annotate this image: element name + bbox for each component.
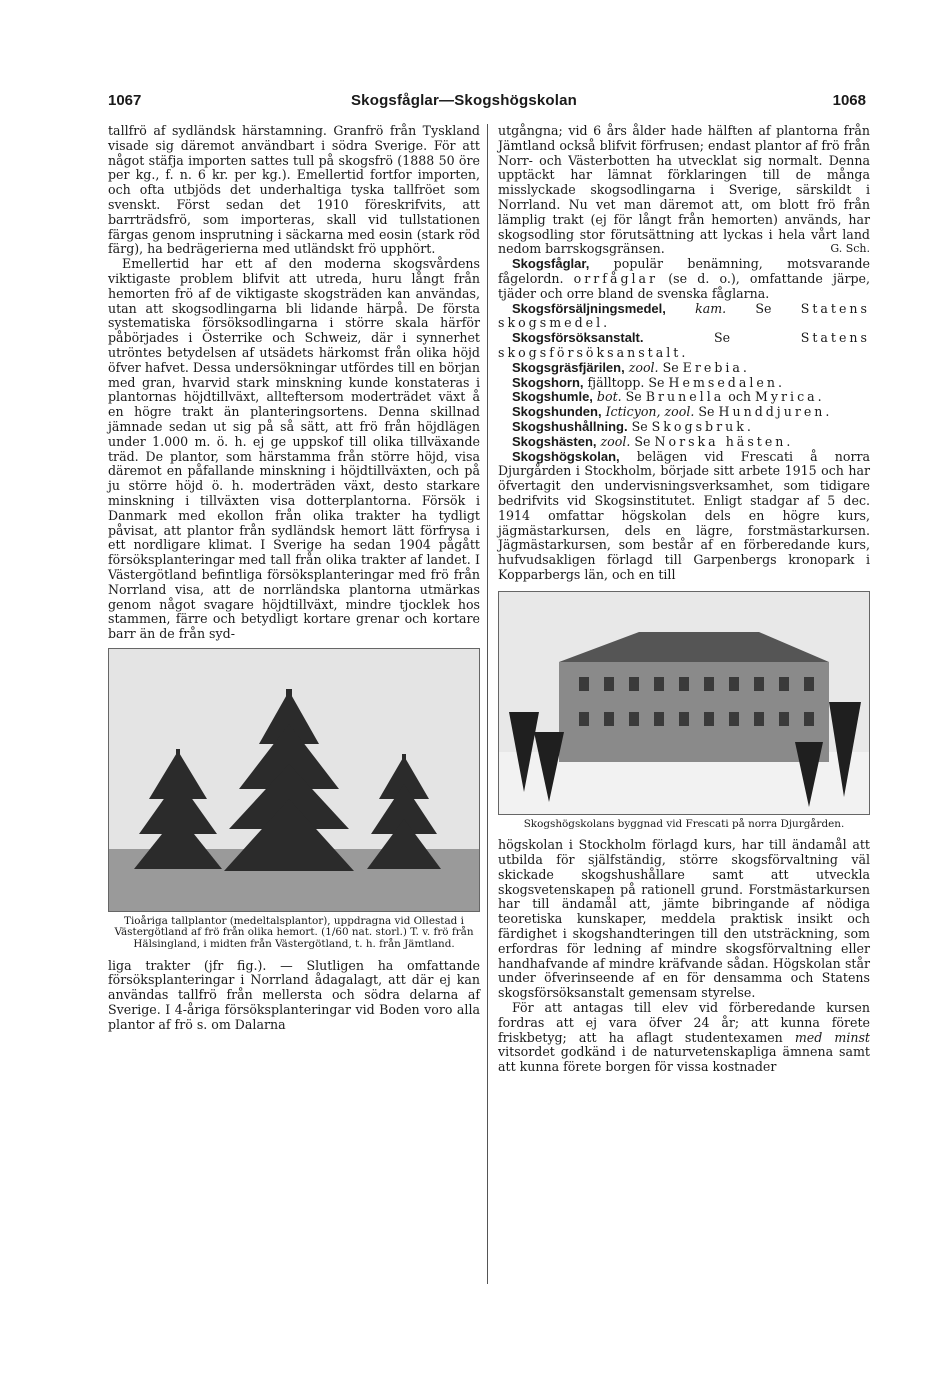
right-paragraph-2: högskolan i Stockholm förlagd kurs, har till ändamål att utbilda för själfständig, större skogsförvaltning väl skickade skogshushållare samt att utveckla skogsvetenskapen på rationell grund. Forstmästarkursen har till ändamål att, jämte bibringande af nödiga teoretiska kunskaper, meddela praktisk insikt och färdighet i skogshandteringen till den utsträckning, som erfordras för ledning af mindre skogsförvaltning eller handhafvande af mindre kräfvande sådan. Högskolan står under öfverinseende af en för densamma och Statens skogsförsöksanstalt gemensam styrelse. bbox=[498, 837, 870, 1001]
running-title: Skogsfåglar—Skogshögskolan bbox=[350, 92, 578, 109]
headword: Skogshögskolan, bbox=[512, 448, 620, 464]
entry-text: Se bbox=[621, 389, 646, 405]
entry-text: . bbox=[681, 344, 686, 360]
headword: Skogsförsöksanstalt. bbox=[512, 330, 644, 346]
entry-label: kam. bbox=[665, 300, 727, 316]
cross-reference: Skogsbruk bbox=[651, 418, 747, 434]
author-signature: G. Sch. bbox=[830, 242, 870, 256]
forestry-school-photo bbox=[498, 591, 870, 815]
page-number-left: 1067 bbox=[108, 92, 142, 109]
column-divider bbox=[487, 124, 488, 1284]
cross-reference: Brunella bbox=[645, 389, 725, 405]
entry-skogshunden bbox=[498, 405, 870, 420]
entry-skogshasten bbox=[498, 435, 870, 450]
entry-text: Se bbox=[726, 300, 801, 316]
entry-text: populär benämning, motsvarande fågelordn. bbox=[498, 256, 870, 286]
cross-reference: Statens skogsmedel bbox=[498, 300, 870, 331]
pine-figure-caption: Tioåriga tallplantor (medeltalsplantor), uppdragna vid Ollestad i Västergötland af frö från olika hemort. (1/60 nat. storl.) T. v. frö från Hälsingland, i midten från Västergötland, t. h. från Jämtland. bbox=[114, 914, 474, 951]
headword: Skogsfåglar, bbox=[512, 256, 590, 272]
entry-text: . bbox=[786, 433, 791, 449]
cross-reference: Hunddjuren bbox=[718, 404, 826, 420]
cross-reference: Norska hästen bbox=[654, 433, 787, 449]
building-figure-caption: Skogshögskolans byggnad vid Frescati på norra Djurgården. bbox=[523, 817, 845, 830]
cross-reference: Statens skogsförsöksanstalt bbox=[498, 330, 870, 360]
headword: Skogshorn, bbox=[512, 374, 584, 390]
cross-reference: Erebia bbox=[682, 359, 743, 375]
left-paragraph-1: tallfrö af sydländsk härstamning. Granfrö från Tyskland visade sig däremot användbart i södra Sverige. För att något stäfja importen sattes tull på skogsfrö (1888 50 öre per kg., f. n. 6 kr. per kg.). Emellertid fortfor importen, och ofta utbjöds det underhaltiga tyska tallfröet som svenskt. Först sedan det 1910 föreskrifvits, att barrträdsfrö, som importeras, skall vid tullstationen färgas genom insprutning i säckarna med eosin (stark röd färg), ha bedrägerierna med utländskt frö upphört. bbox=[108, 123, 480, 257]
entry-text: . bbox=[742, 359, 747, 375]
right-paragraph-1 bbox=[498, 124, 870, 257]
headword: Skogshushållning. bbox=[512, 418, 628, 434]
pine-trees-illustration bbox=[109, 649, 479, 911]
entry-text: belägen vid Frescati å norra Djurgården i Stockholm, började sitt arbete 1915 och har öfvertagit den undervisningsverksamhet, som tidigare bedrifvits vid Skogsinstitutet. Enligt stadgar af 5 dec. 1914 omfattar högskolan dels en högre kurs, jägmästarkursen, dels en lägre, forstmästarkursen. Jägmästarkursen, som består af en förberedande kurs, hufvudsakligen förlagd till Garpenbergs kronopark i Kopparbergs län, och en till bbox=[498, 448, 870, 582]
headword: Skogshästen, bbox=[512, 433, 597, 449]
entry-text: . bbox=[825, 404, 830, 420]
headword: Skogsgräsfjärilen, bbox=[512, 359, 625, 375]
entry-label: Icticyon, bbox=[601, 404, 661, 420]
entry-text: . bbox=[817, 389, 822, 405]
entry-text: . bbox=[746, 418, 751, 434]
entry-skogsforsaljningsmedel bbox=[498, 302, 870, 332]
entry-text: Se bbox=[694, 404, 719, 420]
emphasis-text: med minst bbox=[794, 1029, 870, 1045]
page-number-right: 1068 bbox=[832, 92, 866, 109]
entry-skogshumle bbox=[498, 390, 870, 405]
entry-text: (se d. o.), omfattande järpe, tjäder och orre bland de svenska fåglarna. bbox=[498, 270, 871, 301]
entry-text: Se bbox=[658, 359, 683, 375]
entry-label: zool. bbox=[596, 433, 631, 449]
entry-text: Se bbox=[627, 418, 652, 434]
headword: Skogshunden, bbox=[512, 404, 602, 420]
entry-skogsforsoksanstalt bbox=[498, 331, 870, 361]
paragraph-text: utgångna; vid 6 års ålder hade hälften af plantorna från Jämtland också blifvit förfrusen; endast plantor af frö från Norr- och Västerbotten ha utvecklat sig normalt. Denna upptäckt har lämnat förklaringen till de många misslyckade skogsodlingarna i Sverige, särskildt i Norrland. Nu vet man däremot att, om blott frö från lämplig trakt (ej för långt från hemorten) används, har skogsodling stor förutsättning att lyckas i hela vårt land nedom barrskogsgränsen. bbox=[498, 123, 870, 257]
entry-skogsgrasfjarilen bbox=[498, 361, 870, 376]
headword: Skogshumle, bbox=[512, 389, 593, 405]
building-illustration bbox=[499, 592, 869, 814]
entry-skogshushallning bbox=[498, 420, 870, 435]
entry-text: fjälltopp. Se bbox=[583, 374, 669, 390]
entry-text: Se bbox=[630, 433, 655, 449]
left-paragraph-2: Emellertid har ett af den moderna skogsvårdens viktigaste problem blifvit att utreda, huru långt från hemorten frö af de viktigaste skogsträden kan användas, utan att skogsodlingarna bli lidande härpå. De första systematiska försöksodlingarna i större skala härför påbörjades i Österrike och Schweiz, där i synnerhet utröntes betydelsen af utsädets härkomst från olika höjd öfver hafvet. Dessa undersökningar utfördes till en början med gran, hvarvid stark minskning kunde konstateras i plantornas höjdtillväxt, allteftersom moderträdet växt å en högre trakt än planteringsortens. Denna skillnad jämnade sedan ut sig på så sätt, att frö från höjdlägen under 1.000 m. ö. h. ej ge uppskof till olika tillväxande träd. De plantor, som härstamma från större höjd, visa däremot en påfallande minskning i höjdtillväxten, och på ju större höjd ö. h. moderträden växt, desto starkare minskning i tillväxten visa dotterplantorna. Försök i Danmark med ekollon från olika trakter ha tydligt påvisat, att plantor från sydländsk hemort lätt förfrysa i ett nordligare klimat. I Sverige ha sedan 1904 pågått försöksplanteringar med tall från olika trakter af landet. I Västergötland befintliga försöksplanteringar med frö från Norrland visa, att de norrländska plantorna utmärkas genom något svagare höjdtillväxt, mindre tjocklek hos stammen, färre och betydligt kortare grenar och kortare barr än de från syd- bbox=[108, 256, 480, 642]
entry-text: Se bbox=[643, 330, 801, 346]
entry-text: . bbox=[603, 315, 608, 331]
entry-label: bot. bbox=[592, 389, 622, 405]
entry-skogshogskolan bbox=[498, 450, 870, 583]
entry-label: zool. bbox=[660, 404, 695, 420]
left-paragraph-3: liga trakter (jfr fig.). — Slutligen ha omfattande försöksplanteringar i Norrland ådagalagt, att där ej kan användas tallfrö från mellersta och södra delarna af Sverige. I 4-åriga försöksplanteringar vid Boden voro alla plantor af frö s. om Dalarna bbox=[108, 957, 480, 1032]
cross-reference: orrfåglar bbox=[573, 270, 659, 286]
right-paragraph-3 bbox=[498, 1001, 870, 1075]
left-column bbox=[108, 124, 480, 1033]
headword: Skogsförsäljningsmedel, bbox=[512, 300, 666, 316]
pine-seedlings-photo bbox=[108, 648, 480, 912]
entry-skogsfaglar bbox=[498, 257, 870, 301]
cross-reference: Hemsedalen bbox=[668, 374, 778, 390]
entry-text: . bbox=[777, 374, 782, 390]
right-column bbox=[498, 124, 870, 1075]
paragraph-text: För att antagas till elev vid förberedande kursen fordras att ej vara öfver 24 år; att kunna förete friskbetyg; att ha aflagt studentexamen bbox=[498, 1000, 870, 1045]
entry-text: och bbox=[724, 389, 756, 405]
entry-skogshorn bbox=[498, 376, 870, 391]
cross-reference: Myrica bbox=[755, 389, 818, 405]
entry-label: zool. bbox=[624, 359, 659, 375]
paragraph-text: vitsordet godkänd i de naturvetenskapliga ämnena samt att kunna förete borgen för vissa kostnader bbox=[498, 1044, 870, 1075]
